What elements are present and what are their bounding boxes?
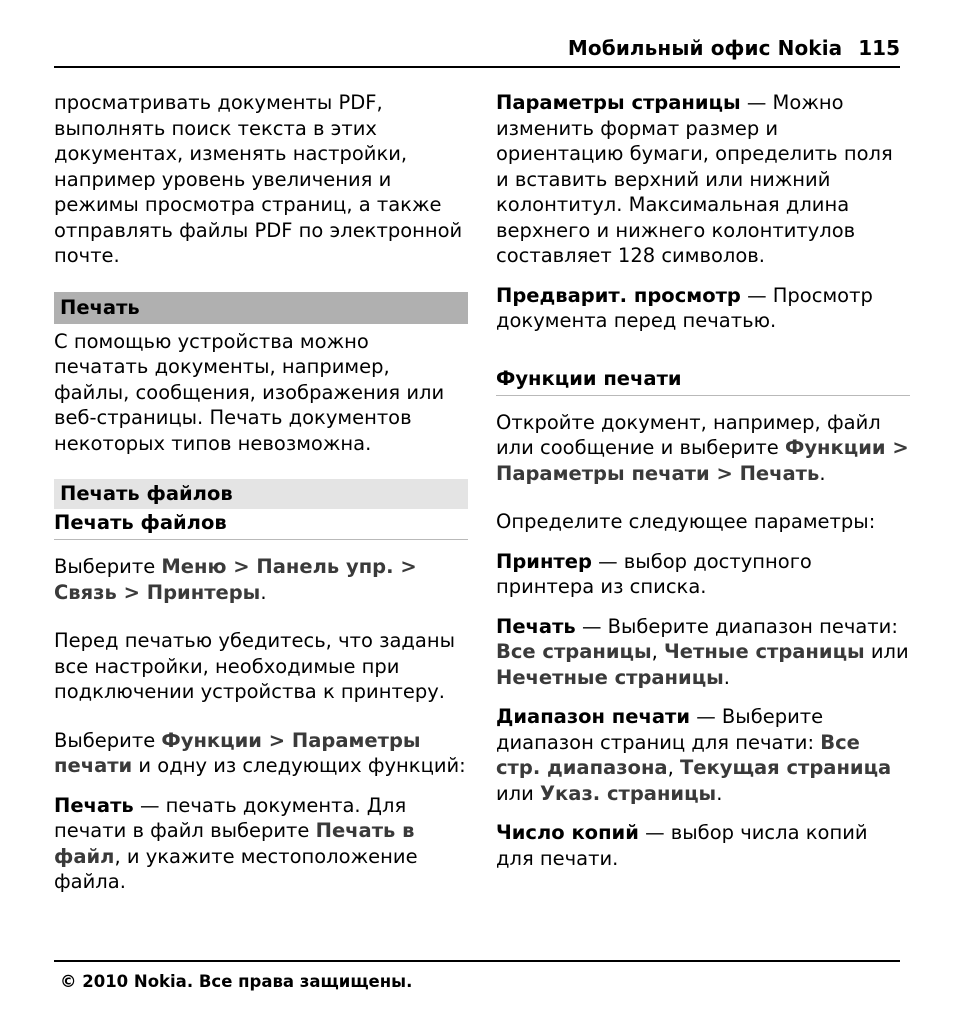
spacer	[496, 535, 910, 549]
options-path-paragraph	[54, 728, 468, 779]
options-path-lead: Выберите	[54, 728, 162, 752]
path-separator: >	[892, 436, 909, 459]
menu-path-lead: Выберите	[54, 555, 162, 578]
definition-text: выбор числа копий для печати.	[496, 821, 868, 870]
definition-text: выбор доступного принтера из списка.	[496, 549, 812, 598]
ui-value-even-pages: Четные страницы	[664, 640, 865, 663]
open-document-lead: Откройте документ, например, файл или сообщение и выберите	[496, 410, 881, 459]
definition-conjunction: или	[864, 640, 909, 663]
definition-dash: —	[645, 821, 665, 844]
heading-print-files-shaded: Печать файлов	[54, 479, 468, 509]
spacer	[496, 269, 910, 283]
heading-print-files-ruled: Печать файлов	[54, 509, 468, 540]
print-definition	[496, 614, 910, 691]
menu-path-tail: .	[260, 580, 267, 604]
spacer	[54, 605, 468, 628]
definition-text-before: Выберите диапазон печати:	[601, 614, 898, 638]
spacer	[54, 540, 468, 554]
define-params-lead: Определите следующее параметры:	[496, 510, 876, 533]
menu-item-menu: Меню	[161, 555, 227, 578]
definition-term-print-range: Диапазон печати	[496, 705, 691, 728]
definition-tail: .	[723, 665, 730, 689]
definition-text: Просмотр документа перед печатью.	[496, 283, 873, 332]
menu-item-print-settings: Параметры печати	[496, 461, 710, 485]
print-range-definition	[496, 704, 910, 806]
before-print-paragraph: Перед печатью убедитесь, что заданы все настройки, необходимые при подключении устройства к принтеру.	[54, 629, 455, 703]
spacer	[496, 690, 910, 704]
heading-print: Печать	[54, 292, 468, 324]
spacer	[496, 600, 910, 614]
definition-term-print: Печать	[496, 614, 576, 638]
definition-dash: —	[598, 549, 618, 573]
definition-term-printer: Принтер	[496, 549, 592, 573]
menu-path-paragraph	[54, 554, 468, 605]
definition-tail: .	[716, 781, 723, 805]
definition-term-preview: Предварит. просмотр	[496, 283, 741, 307]
definition-conjunction: или	[496, 781, 541, 805]
definition-dash: —	[139, 793, 160, 817]
heading-print-functions: Функции печати	[496, 365, 910, 396]
menu-item-options: Функции	[785, 436, 886, 459]
spacer	[496, 806, 910, 820]
page-footer	[54, 960, 900, 992]
ui-value-specified-pages: Указ. страницы	[540, 781, 717, 805]
spacer	[54, 779, 468, 793]
definition-text-before: печать документа. Для печати в файл выберите	[54, 793, 407, 842]
intro-paragraph: просматривать документы PDF, выполнять поиск текста в этих документах, изменять настройки, например уровень увеличения и режимы просмотра страниц, а также отправлять файлы PDF по электронной почте.	[54, 91, 463, 267]
spacer	[54, 705, 468, 728]
definition-dash: —	[581, 614, 602, 638]
menu-item-options: Функции	[161, 728, 262, 752]
spacer	[496, 334, 910, 365]
ui-value-print-to-file: Печать в файл	[54, 819, 415, 868]
open-document-tail: .	[819, 461, 826, 485]
page-number: 115	[858, 36, 900, 60]
options-path-tail: и одну из следующих функций:	[132, 754, 466, 777]
path-separator: >	[268, 728, 286, 752]
definition-term-page-params: Параметры страницы	[496, 91, 741, 114]
definition-dash: —	[746, 91, 767, 114]
path-separator: >	[123, 580, 140, 604]
menu-item-control-panel: Панель упр.	[256, 555, 394, 578]
ui-value-all-pages: Все страницы	[496, 640, 652, 663]
definition-dash: —	[696, 705, 716, 728]
print-paragraph: С помощью устройства можно печатать документы, например, файлы, сообщения, изображения или веб-страницы. Печать документов некоторых типов невозможна.	[54, 329, 445, 455]
definition-comma: ,	[651, 640, 665, 663]
definition-text-before: Выберите диапазон страниц для печати:	[496, 705, 824, 754]
definition-term-copies: Число копий	[496, 821, 639, 844]
menu-item-printers: Принтеры	[146, 580, 261, 604]
path-separator: >	[233, 555, 250, 578]
definition-term-print: Печать	[54, 793, 134, 817]
definition-dash: —	[747, 283, 767, 307]
copyright-notice: © 2010 Nokia. Все права защищены.	[60, 972, 413, 991]
printer-definition	[496, 549, 910, 600]
path-separator: >	[716, 461, 733, 485]
ui-value-all-range-pages: Все стр. диапазона	[496, 730, 860, 779]
path-separator: >	[400, 555, 417, 578]
spacer	[496, 396, 910, 410]
menu-item-print: Печать	[739, 461, 820, 485]
spacer	[54, 456, 468, 479]
ui-value-odd-pages: Нечетные страницы	[496, 665, 724, 689]
copies-definition	[496, 820, 910, 871]
page-params-definition	[496, 90, 910, 269]
definition-text-after: , и укажите местоположение файла.	[54, 844, 418, 893]
page-header	[54, 0, 900, 68]
menu-item-print-settings: Параметры печати	[54, 728, 421, 777]
spacer	[54, 269, 468, 292]
body-columns	[54, 90, 909, 895]
open-document-paragraph	[496, 410, 910, 487]
ui-value-current-page: Текущая страница	[679, 756, 892, 779]
print-definition	[54, 793, 468, 895]
definition-text: Можно изменить формат размер и ориентацию бумаги, определить поля и вставить верхний или нижний колонтитул. Максимальная длина верхнего и нижнего колонтитулов составляет 128 символов.	[496, 91, 893, 267]
left-column	[54, 90, 468, 895]
definition-comma: ,	[667, 756, 680, 779]
menu-item-connectivity: Связь	[54, 580, 117, 604]
right-column	[496, 90, 910, 895]
spacer	[496, 486, 910, 509]
preview-definition	[496, 283, 910, 334]
header-title: Мобильный офис Nokia	[567, 36, 843, 60]
